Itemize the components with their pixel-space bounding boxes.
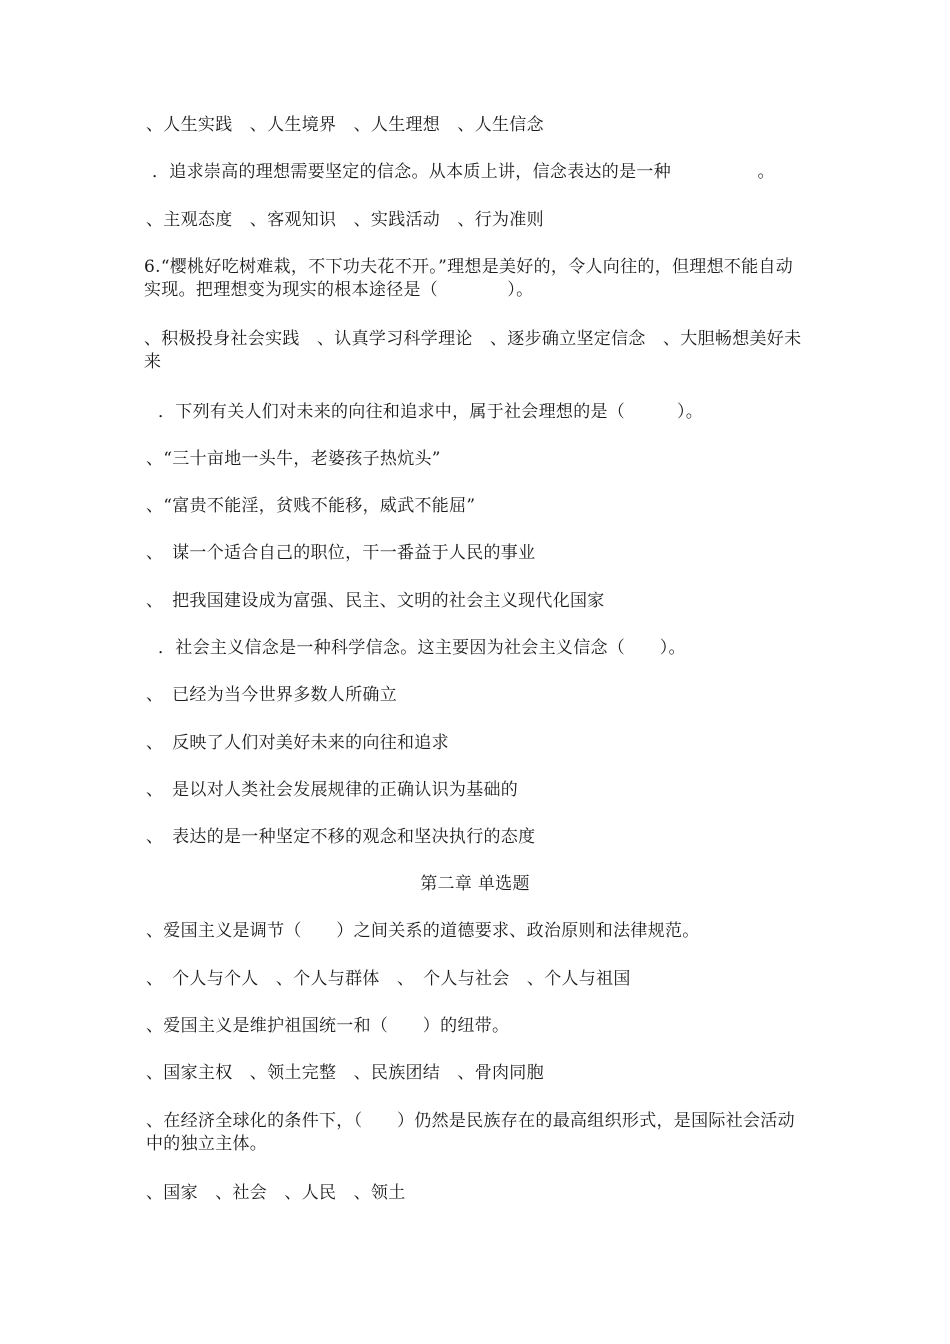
option-q7-c: 、 谋一个适合自己的职位，干一番益于人民的事业 <box>146 543 536 563</box>
option-q7-b: 、“富贵不能淫，贫贱不能移，威武不能屈” <box>146 496 476 516</box>
option-q8-a: 、 已经为当今世界多数人所确立 <box>146 685 397 705</box>
question-8: ．社会主义信念是一种科学信念。这主要因为社会主义信念（ ）。 <box>158 638 686 658</box>
option-line-q4: 、人生实践 、人生境界 、人生理想 、人生信念 <box>146 115 544 135</box>
ch2-question-2: 、爱国主义是维护祖国统一和（ ）的纽带。 <box>146 1016 510 1036</box>
option-q8-c: 、 是以对人类社会发展规律的正确认识为基础的 <box>146 780 519 800</box>
question-6: 6.“樱桃好吃树难栽，不下功夫花不开。”理想是美好的，令人向往的，但理想不能自动实现。把理想变为现实的根本途径是（ ）。 <box>144 257 794 300</box>
option-q7-d: 、 把我国建设成为富强、民主、文明的社会主义现代化国家 <box>146 591 605 611</box>
option-q7-a: 、“三十亩地一头牛，老婆孩子热炕头” <box>146 449 441 469</box>
option-line-q6: 、积极投身社会实践 、认真学习科学理论 、逐步确立坚定信念 、大胆畅想美好未来 <box>144 329 802 372</box>
ch2-option-line-2: 、国家主权 、领土完整 、民族团结 、骨肉同胞 <box>146 1063 544 1083</box>
option-q8-b: 、 反映了人们对美好未来的向往和追求 <box>146 733 449 753</box>
chapter-heading: 第二章 单选题 <box>420 874 530 894</box>
question-7: ．下列有关人们对未来的向往和追求中，属于社会理想的是（ ）。 <box>158 402 704 422</box>
option-line-q5: 、主观态度 、客观知识 、实践活动 、行为准则 <box>146 210 544 230</box>
ch2-option-line-1: 、 个人与个人 、个人与群体 、 个人与社会 、个人与祖国 <box>146 969 631 989</box>
ch2-option-line-3: 、国家 、社会 、人民 、领土 <box>146 1183 406 1203</box>
ch2-question-1: 、爱国主义是调节（ ）之间关系的道德要求、政治原则和法律规范。 <box>146 921 700 941</box>
option-q8-d: 、 表达的是一种坚定不移的观念和坚决执行的态度 <box>146 827 536 847</box>
question-5: ．追求崇高的理想需要坚定的信念。从本质上讲，信念表达的是一种 。 <box>152 162 775 182</box>
ch2-question-3: 、在经济全球化的条件下，（ ）仍然是民族存在的最高组织形式，是国际社会活动中的独立主体。 <box>146 1111 795 1154</box>
